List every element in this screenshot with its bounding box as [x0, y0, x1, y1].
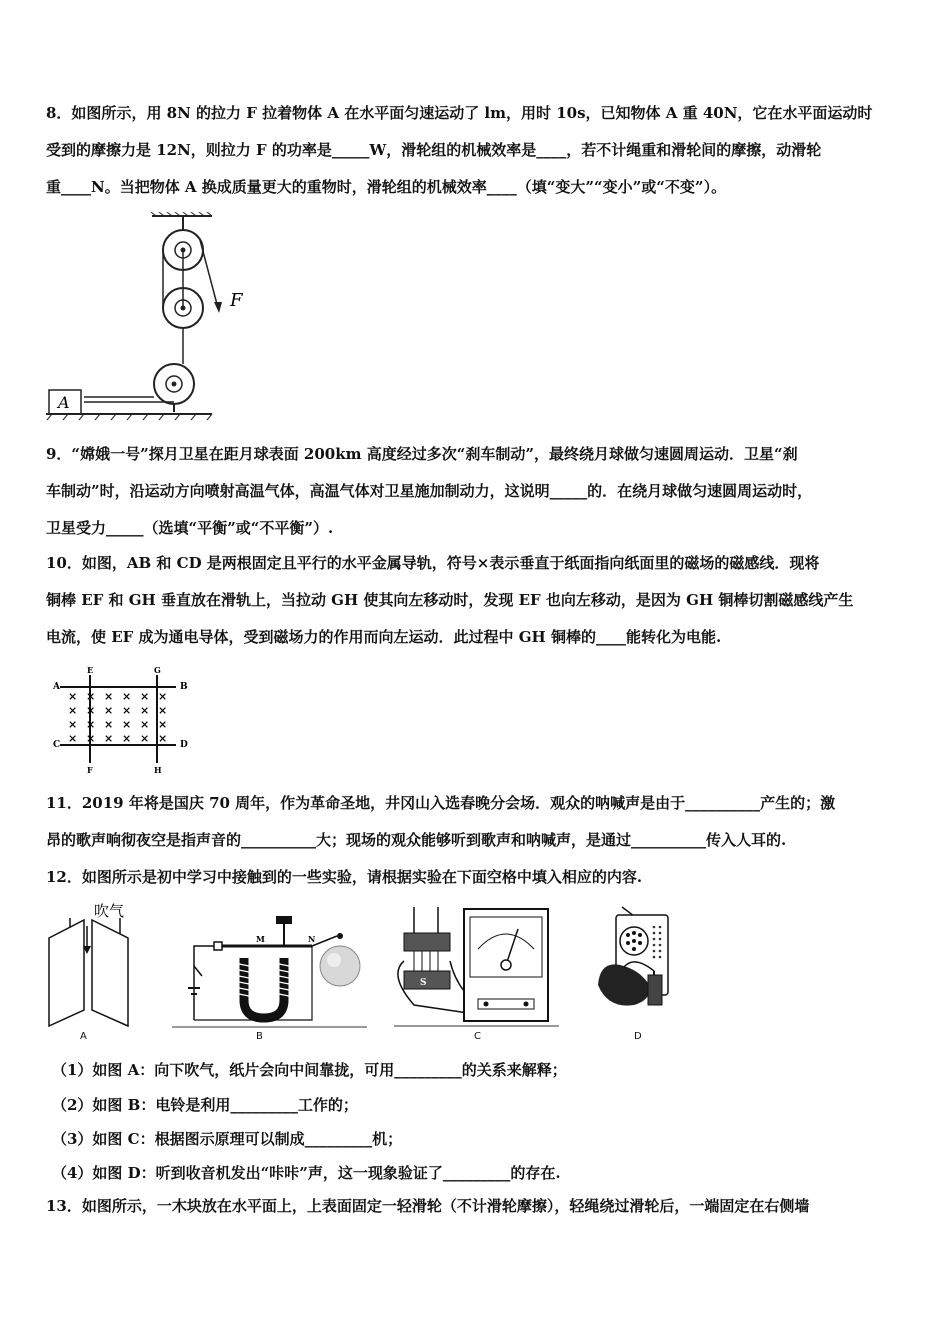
q9-line-1: 9．“嫦娥一号”探月卫星在距月球表面 200km 高度经过多次“刹车制动”，最终绕月球做匀速圆周运动．卫星“刹 — [46, 445, 798, 463]
q8-line-1: 8．如图所示，用 8N 的拉力 F 拉着物体 A 在水平面匀速运动了 lm，用时 10s，已知物体 A 重 40N，它在水平面运动时 — [46, 104, 873, 122]
label-N: N — [308, 934, 316, 944]
q9-line-3: 卫星受力_____（选填“平衡”或“不平衡”）. — [46, 519, 334, 537]
question-10 — [46, 545, 908, 656]
label-F: F — [230, 290, 243, 311]
label-A: A — [58, 393, 70, 412]
field-cross: × — [86, 704, 96, 717]
q12-sub-4: （4）如图 D：听到收音机发出“咔咔”声，这一现象验证了_________的存在. — [52, 1164, 561, 1182]
hammer — [337, 933, 343, 939]
field-cross: × — [104, 718, 114, 731]
field-cross: × — [158, 704, 168, 717]
switch — [194, 966, 202, 976]
q10-line-1: 10．如图，AB 和 CD 是两根固定且平行的水平金属导轨，符号×表示垂直于纸面指向纸面里的磁场的磁感线．现将 — [46, 554, 820, 572]
battery — [648, 975, 662, 1005]
field-cross: × — [68, 718, 78, 731]
label-rod-F: F — [87, 765, 93, 775]
label-rod-E: E — [87, 665, 94, 675]
electromagnet-core — [244, 958, 284, 1018]
field-cross: × — [104, 690, 114, 703]
question-8 — [46, 95, 908, 206]
q8-line-3: 重____N。当把物体 A 换成质量更大的重物时，滑轮组的机械效率____（填“变大”“变小”或“不变”）。 — [46, 178, 727, 196]
field-cross: × — [122, 718, 132, 731]
label-M: M — [256, 934, 265, 944]
terminal-left — [484, 1002, 489, 1007]
field-cross: × — [140, 732, 150, 745]
field-cross: × — [68, 704, 78, 717]
figure-c-generator — [394, 905, 559, 1030]
pull-arrow — [214, 302, 222, 313]
label-rail-A: A — [53, 682, 60, 692]
field-cross: × — [104, 732, 114, 745]
q11-line-1: 11．2019 年将是国庆 70 周年，作为革命圣地，井冈山入选春晚分会场．观众的呐喊声是由于__________产生的；激 — [46, 794, 836, 812]
caption-d: D — [634, 1031, 642, 1042]
question-13 — [46, 1188, 908, 1225]
magnetic-field-crosses — [68, 690, 167, 745]
bell-dome — [320, 946, 360, 986]
figure-a-blowing-papers — [44, 898, 134, 1030]
label-rod-H: H — [154, 765, 162, 775]
label-rail-B: B — [180, 682, 188, 692]
pulley-system-figure — [44, 212, 274, 427]
blow-label: 吹气 — [94, 902, 125, 920]
rails-magnetic-field-figure — [46, 665, 196, 777]
q12-sub-3: （3）如图 C：根据图示原理可以制成_________机； — [52, 1130, 403, 1148]
q9-line-2: 车制动”时，沿运动方向喷射高温气体，高温气体对卫星施加制动力，这说明_____的．在绕月球做匀速圆周运动时， — [46, 482, 813, 500]
q10-line-2: 铜棒 EF 和 GH 垂直放在滑轨上，当拉动 GH 使其向左移动时，发现 EF 也向左移动，是因为 GH 铜棒切割磁感线产生 — [46, 591, 854, 609]
paper-right — [92, 920, 128, 1026]
terminal-right — [524, 1002, 529, 1007]
label-rail-D: D — [180, 740, 188, 750]
paper-left — [49, 920, 84, 1026]
q8-line-2: 受到的摩擦力是 12N，则拉力 F 的功率是_____W，滑轮组的机械效率是____，若不计绳重和滑轮间的摩擦，动滑轮 — [46, 141, 822, 159]
magnet-bottom — [404, 971, 450, 989]
caption-a: A — [80, 1031, 87, 1042]
q12-intro: 12．如图所示是初中学习中接触到的一些实验，请根据实验在下面空格中填入相应的内容. — [46, 868, 643, 886]
field-cross: × — [122, 690, 132, 703]
field-cross: × — [104, 704, 114, 717]
field-cross: × — [122, 704, 132, 717]
wire-bottom — [194, 946, 312, 1020]
label-rail-C: C — [53, 740, 61, 750]
question-9 — [46, 436, 908, 547]
q12-sub-1: （1）如图 A：向下吹气，纸片会向中间靠拢，可用_________的关系来解释； — [52, 1061, 567, 1079]
field-cross: × — [86, 718, 96, 731]
field-cross: × — [122, 732, 132, 745]
field-cross: × — [158, 718, 168, 731]
field-cross: × — [68, 690, 78, 703]
figure-b-electric-bell — [172, 908, 367, 1028]
caption-b: B — [256, 1031, 263, 1042]
field-cross: × — [140, 718, 150, 731]
pole-S: S — [420, 978, 427, 988]
figure-b-base — [172, 1026, 367, 1028]
q13-line-1: 13．如图所示，一木块放在水平面上，上表面固定一轻滑轮（不计滑轮摩擦），轻绳绕过滑轮后，一端固定在右侧墙 — [46, 1197, 810, 1215]
figure-d-radio — [594, 905, 684, 1025]
label-rod-G: G — [154, 665, 161, 675]
q11-line-2: 昂的歌声响彻夜空是指声音的__________大；现场的观众能够听到歌声和呐喊声，是通过__________传入人耳的. — [46, 831, 787, 849]
bell-highlight — [327, 953, 341, 967]
field-cross: × — [158, 732, 168, 745]
figure-c-base — [394, 1025, 559, 1027]
rope-pull — [200, 240, 218, 308]
ground-pulley-axle — [172, 382, 177, 387]
hammer-arm — [312, 936, 337, 946]
field-cross: × — [68, 732, 78, 745]
armature-pivot — [214, 942, 222, 950]
needle-pivot — [501, 960, 511, 970]
q12-sub-2: （2）如图 B：电铃是利用_________工作的； — [52, 1096, 358, 1114]
magnet-top — [404, 933, 450, 951]
wire-left — [194, 946, 217, 1020]
field-cross: × — [86, 690, 96, 703]
field-cross: × — [140, 690, 150, 703]
question-12 — [46, 859, 908, 896]
field-cross: × — [140, 704, 150, 717]
contact-screw-head — [276, 916, 292, 924]
q10-line-3: 电流，使 EF 成为通电导体，受到磁场力的作用而向左运动．此过程中 GH 铜棒的____能转化为电能. — [46, 628, 722, 646]
field-lines — [414, 951, 438, 971]
field-cross: × — [158, 690, 168, 703]
field-cross: × — [86, 732, 96, 745]
question-11 — [46, 785, 908, 859]
caption-c: C — [474, 1031, 481, 1042]
